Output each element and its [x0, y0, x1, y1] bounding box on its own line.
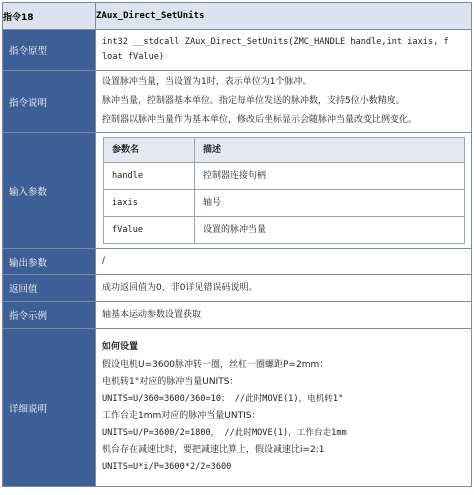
- return-label: 返回值: [3, 275, 96, 302]
- param-row: [104, 217, 465, 244]
- detail-row: [3, 329, 472, 487]
- param-name: fValue: [104, 217, 195, 244]
- param-name: handle: [104, 163, 195, 190]
- detail-label: 详细说明: [3, 329, 96, 487]
- example-value: 轴基本运动参数设置获取: [96, 302, 472, 329]
- param-desc: 控制器连接句柄: [195, 163, 465, 190]
- detail-line-3: UNITS=U/360=3600/360=10； //此时MOVE(1)，电机转1°: [102, 393, 344, 404]
- input-label: 输入参数: [3, 133, 96, 249]
- detail-line-2: 电机转1°对应的脉冲当量UNITS：: [102, 376, 239, 387]
- output-label: 输出参数: [3, 249, 96, 275]
- detail-line-5: UNITS=U/P=3600/2=1800， //此时MOVE(1)，工作台走1mm: [102, 427, 347, 438]
- detail-line-7: UNITS=U*i/P=3600*2/2=3600: [102, 461, 232, 472]
- detail-title: 如何设置: [102, 341, 139, 352]
- param-col-desc: 描述: [195, 138, 465, 163]
- command-number: 指令18: [3, 3, 96, 30]
- output-row: [3, 249, 472, 275]
- example-row: [3, 302, 472, 329]
- param-row: [104, 163, 465, 190]
- param-row: [104, 190, 465, 217]
- detail-line-6: 机台存在减速比时，要把减速比算上，假设减速比i=2:1: [102, 444, 325, 455]
- param-desc: 轴号: [195, 190, 465, 217]
- command-name: ZAux_Direct_SetUnits: [96, 11, 205, 21]
- input-value: [96, 133, 472, 249]
- param-table: [103, 137, 465, 244]
- header-row: [3, 3, 472, 30]
- return-row: [3, 275, 472, 302]
- prototype-row: [3, 30, 472, 71]
- prototype-value: [96, 30, 472, 71]
- detail-line-1: 假设电机U=3600脉冲转一圈，丝杠一圈螺距P=2mm：: [102, 359, 329, 370]
- param-col-name: 参数名: [104, 138, 195, 163]
- prototype-line-1: int32 __stdcall ZAux_Direct_SetUnits(ZMC_HANDLE handle,int iaxis, f: [102, 37, 449, 47]
- description-line-2: 脉冲当量，控制器基本单位。指定每单位发送的脉冲数，支持5位小数精度。: [102, 96, 405, 106]
- param-name: iaxis: [104, 190, 195, 217]
- description-value: [96, 71, 472, 133]
- detail-value: [96, 329, 472, 487]
- description-row: [3, 71, 472, 133]
- input-row: [3, 133, 472, 249]
- param-desc: 设置的脉冲当量: [195, 217, 465, 244]
- example-label: 指令示例: [3, 302, 96, 329]
- prototype-label: 指令原型: [3, 30, 96, 71]
- command-name-cell: [96, 3, 472, 30]
- detail-line-4: 工作台走1mm对应的脉冲当量UNTIS：: [102, 410, 261, 421]
- description-label: 指令说明: [3, 71, 96, 133]
- description-line-1: 设置脉冲当量，当设置为1时，表示单位为1个脉冲。: [102, 77, 312, 87]
- return-value: 成功返回值为0，非0详见错误码说明。: [96, 275, 472, 302]
- output-value: /: [96, 249, 472, 275]
- prototype-line-2: loat fValue): [102, 52, 165, 62]
- api-doc-table: [2, 2, 472, 487]
- param-header-row: [104, 138, 465, 163]
- description-line-3: 控制器以脉冲当量作为基本单位，修改后坐标显示会随脉冲当量改变比例变化。: [102, 115, 418, 125]
